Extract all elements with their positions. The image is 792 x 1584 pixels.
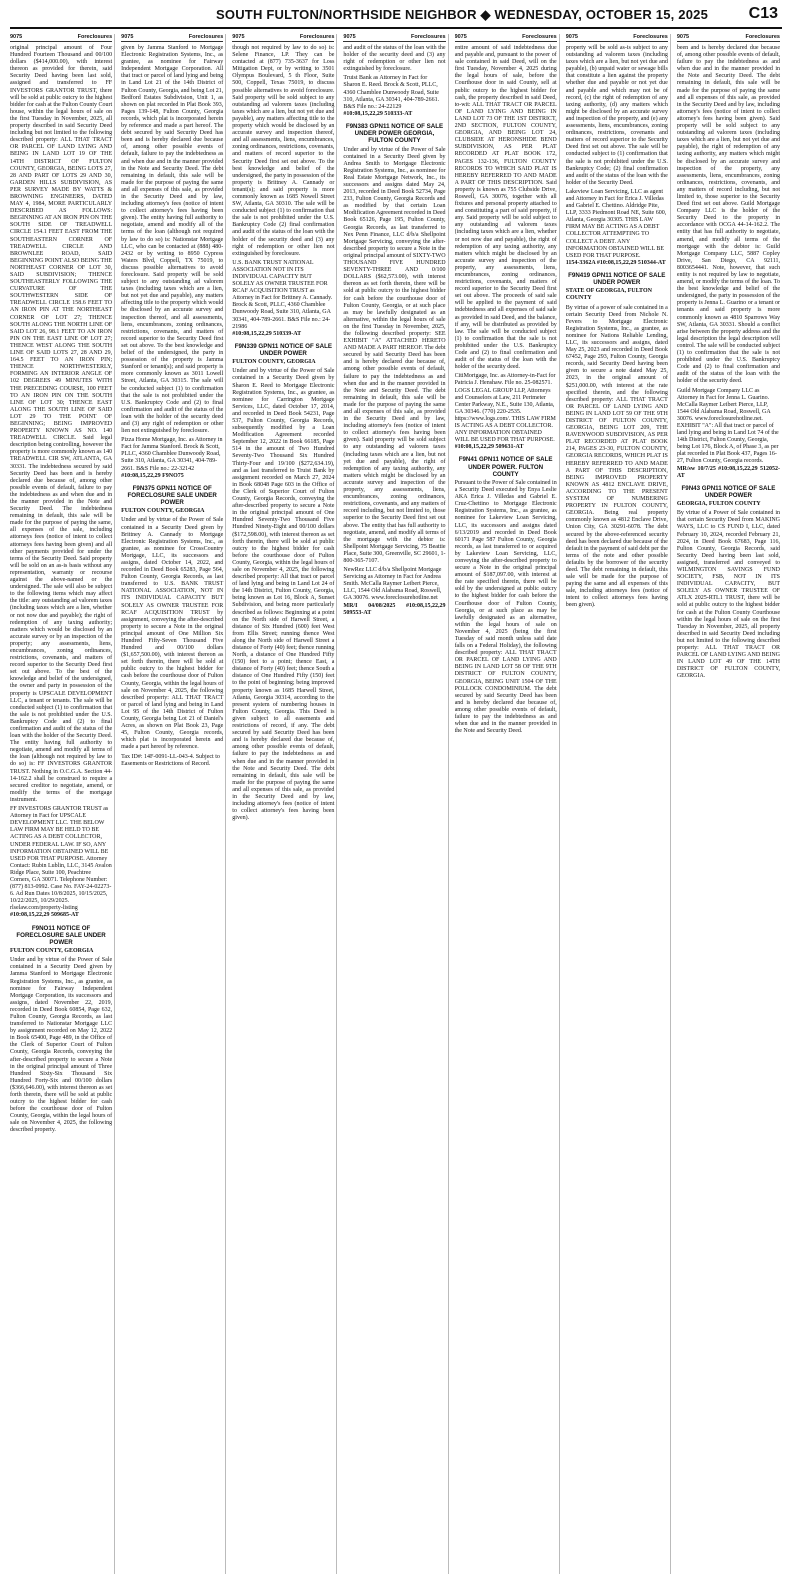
notice-body: By virtue of a power of sale contained in a certain Security Deed from Nichole N. Fevers to Mortgage Electronic Registration Systems, Inc., as grantee, as nominee for Nations Reliable Lending, LLC, its successors and assigns, dated May 25, 2023 and recorded in Deed Book 67452, Page 293, Fulton County, Georgia records, said Security Deed having been given to secure a note dated May 25, 2023, in the original amount of $251,000.00, with interest at the rate specified therein, and the following described property: ALL THAT TRACT OR PARCEL OF LAND LYING AND BEING IN LAND LOT 59 OF THE 9TH DISTRICT OF FULTON COUNTY, GEORGIA, BEING LOT 209, THE RAVENWOOD SUBDIVISION, AS PER PLAT RECORDED AT PLAT BOOK 214, PAGES 23-30, FULTON COUNTY, GEORGIA RECORDS, WHICH PLAT IS HEREBY REFERRED TO AND MADE A PART OF THIS DESCRIPTION, BEING IMPROVED PROPERTY KNOWN AS 4812 ENCLAVE DRIVE, ACCORDING TO THE PRESENT SYSTEM OF NUMBERING PROPERTY IN FULTON COUNTY, GEORGIA. Being real property commonly known as 4812 Enclave Drive, Union City, GA 30291-6078. The debt secured by the above-referenced security deed has been declared due because of the default in the payment of said debt per the terms of the note and other possible defaults by the borrower of the security deed. The debt remaining in default, this sale will be made for the purpose of paying the same and all expenses of this sale, including attorneys fees (notice of intent to collect attorneys fees having been given).	[565, 304, 668, 609]
notice-title: F9N339 GPN11 NOTICE OF SALE UNDER POWER	[234, 342, 332, 358]
foreclosure-notice	[566, 45, 668, 267]
category-label: Foreclosures	[745, 34, 780, 40]
category-label: Foreclosures	[77, 34, 113, 40]
category-code: 9075	[565, 34, 578, 40]
notice-body: By virtue of a Power of Sale contained in that certain Security Deed from MAKING WAYS, LLC to CS FUND I, LLC, dated February 10, 2024, recorded February 21, 2024, in Deed Book 67683, Page 116, Fulton County, Georgia Records, said Security Deed having been last sold, assigned, transferred and conveyed to WILMINGTON SAVINGS FUND SOCIETY, FSB, NOT IN ITS INDIVIDUAL CAPACITY, BUT SOLELY AS OWNER TRUSTEE OF ATLX 2025-RTL1 TRUST, there will be sold at public outcry to the highest bidder for cash at the Fulton County Courthouse within the legal hours of sale on the first Tuesday in November, 2025, all property described in said Security Deed including but not limited to the following described property: ALL THAT TRACT OR PARCEL OF LAND LYING AND BEING IN LAND LOT 49 OF THE 14TH DISTRICT OF FULTON COUNTY, GEORGIA.	[676, 510, 780, 680]
notice-county: GEORGIA, FULTON COUNTY	[676, 501, 761, 508]
notice-run-id: 1154-3362A #10:08,15,22,29 510344-AT	[565, 259, 666, 266]
category-code: 9075	[232, 34, 245, 40]
column-4	[343, 34, 448, 1574]
notice-run-id: #10:08,15,22,29 509631-AT	[454, 444, 524, 451]
notice-body: though not required by law to do so) is: Selene Finance, LP. They can be contacted at (877) 735-3637 for Loss Mitigation Dept, or by writing to 3501 Olympus Boulevard, 5 th Floor, Suite 500, Coppell, Texas 75019, to discuss possible alternatives to avoid foreclosure. Said property will be sold subject to any outstanding ad valorem taxes (including taxes which are a lien, but not yet due and payable), any matters affecting title to the property which would be disclosed by an accurate survey and inspection thereof, and all assessments, liens, encumbrances, zoning ordinances, restrictions, covenants, and matters of record superior to the Security Deed first set out above. To the best knowledge and belief of the undersigned, the party in possession of the property is Brittney A. Cannady or tenant(s); and said property is more commonly known as 1685 Nowell Street SW, Atlanta, GA 30310. The sale will be conducted subject (1) to confirmation that the sale is not prohibited under the U.S. Bankruptcy Code (2) final confirmation and audit of the status of the loan with the holder of the security deed and (3) any right of redemption or other lien not extinguished by foreclosure.	[232, 45, 335, 257]
category-code: 9075	[343, 34, 356, 40]
notice-body: Under and by virtue of the Power of Sale contained in a Security Deed given by Andrea Smith to Mortgage Electronic Registration Systems, Inc., as nominee for Real Estate Mortgage Network, Inc., its successors and assigns dated May 24, 2013, recorded in Deed Book 52734, Page 233, Fulton County, Georgia Records and as modified by that certain Loan Modification Agreement recorded in Deed Book 65126, Page 195, Fulton County, Georgia Records, as last transferred to Nex Penn Finance, LLC d/b/a Shellpoint Mortgage Servicing, conveying the after-described property to secure a Note in the original principal amount of SIXTY-TWO THOUSAND FIVE HUNDRED SEVENTY-THREE AND 0/100 DOLLARS ($62,573.00), with interest thereon as set forth therein, there will be sold at public outcry to the highest bidder for cash before the courthouse door of Fulton County, Georgia, or at such place as may be lawfully designated as an alternative, within the legal hours of sale on the first Tuesday in November, 2025, the following described property: SEE EXHIBIT "A" ATTACHED HERETO AND MADE A PART HEREOF. The debt secured by said Security Deed has been and is hereby declared due because of, among other possible events of default, failure to pay the indebtedness as and when due and in the manner provided in the Note and Security Deed. The debt remaining in default, this sale will be made for the purpose of paying the same and all expenses of this sale, as provided in the Security Deed and by law, including attorney's fees (notice of intent to collect attorney's fees having been given). Said property will be sold subject to any outstanding ad valorem taxes (including taxes which are a lien, but not yet due and payable), the right of redemption of any taxing authority, any matters which might be disclosed by an accurate survey and inspection of the property, any assessments, liens, encumbrances, zoning ordinances, restrictions, covenants, and any matters of record including, but not limited to, those superior to the Security Deed first set out above. The entity that has full authority to negotiate, amend, and modify all terms of the mortgage with the debtor is: Shellpoint Mortgage Servicing, 75 Beattie Place, Suite 300, Greenville, SC 29601, 1-800-365-7107.	[343, 146, 446, 564]
column-heading	[232, 34, 334, 42]
notice-signature: Tax ID#: 14F-0091-LL-043-4. Subject to Easements or Restrictions of Record.	[121, 753, 220, 767]
column-5	[455, 34, 560, 1574]
notice-county: STATE OF GEORGIA, FULTON COUNTY	[565, 288, 652, 302]
foreclosure-notice	[343, 45, 445, 118]
header-rule	[10, 27, 782, 29]
notice-title: F9N383 GPN11 NOTICE OF SALE UNDER POWER GEORGIA, FULTON COUNTY	[345, 122, 444, 145]
notice-title: F9N375 GPN11 NOTICE OF FORECLOSURE SALE UNDER POWER	[127, 484, 217, 507]
notice-title: F9N41 GPN11 NOTICE OF SALE UNDER POWER. FULTON COUNTY	[458, 456, 553, 478]
category-label: Foreclosures	[522, 34, 557, 40]
column-7	[677, 34, 782, 1574]
notice-body: property will be sold as-is subject to any outstanding ad valorem taxes (including taxes which are a lien, but not yet due and payable), (b) unpaid water or sewage bills that constitute a lien against the property whether due and payable or not yet due and payable and which may not be of record, (c) the right of redemption of any taxing authority, (d) any matters which might be disclosed by an accurate survey and inspection of the property, and (e) any assessments, liens, encumbrances, zoning ordinances, restrictions, covenants and matters of record superior to the Security Deed first set out above. The sale will be conducted subject to (1) confirmation that the sale is not prohibited under the U.S. Bankruptcy Code; (2) final confirmation and audit of the status of the loan with the holder of the Security Deed.	[565, 45, 668, 186]
notice-signature: Lakeview Loan Servicing, LLC as agent and Attorney in Fact for Erica J. Villedas and Gabriel E. Chettino. Aldridge Pite, LLP, 3333 Piedmont Road NE, Suite 600, Atlanta, Georgia 30305. THIS LAW FIRM MAY BE ACTING AS A DEBT COLLECTOR ATTEMPTING TO COLLECT A DEBT. ANY INFORMATION OBTAINED WILL BE USED FOR THAT PURPOSE.	[565, 188, 667, 259]
column-heading	[455, 34, 557, 42]
column-1	[10, 34, 115, 1574]
notice-body: entire amount of said indebtedness due and payable and, pursuant to the power of sale contained in said Deed, will on the first Tuesday, November 4, 2025 during the legal hours of sale, before the Courthouse door in said County, sell at public outcry to the highest bidder for cash, the property described in said Deed, to-wit: ALL THAT TRACT OR PARCEL OF LAND LYING AND BEING IN LAND LOT 73 OF THE 1ST DISTRICT, 2ND SECTION, FULTON COUNTY, GEORGIA, AND BEING LOT 24, CLUBSIDE AT HERONSHIDE BEND SUBDIVISION, AS PER PLAT RECORDED AT PLAT BOOK 172, PAGES 132-136, FULTON COUNTY RECORDS TO WHICH SAID PLAT IS HEREBY REFERRED TO AND MADE A PART OF THIS DESCRIPTION. Said property is known as 755 Clubside Drive, Roswell, GA 30076, together with all fixtures and personal property attached to and constituting a part of said property, if any. Said property will be sold subject to any outstanding ad valorem taxes (including taxes which are a lien, whether or not now due and payable), the right of redemption of any taxing authority, any matters which might be disclosed by an accurate survey and inspection of the property, any assessments, liens, encumbrances, zoning ordinances, restrictions, covenants, and matters of record superior to the Security Deed first set out above. The proceeds of said sale will be applied to the payment of said indebtedness and all expenses of said sale as provided in said Deed, and the balance, if any, will be distributed as provided by law. The sale will be conducted subject (1) to confirmation that the sale is not prohibited under the U.S. Bankruptcy Code and (2) to final confirmation and audit of the status of the loan with the holder of the security deed.	[454, 45, 557, 371]
notice-body: original principal amount of Four Hundred Fourteen Thousand and 00/100 dollars ($414,000.00), with interest thereon as provided for therein, said Security Deed having been last sold, assigned and transferred to FF INVESTORS GRANTOR TRUST, there will be sold at public outcry to the highest bidder for cash at the Fulton County Court house, within the legal hours of sale on the first Tuesday in November, 2025, all property described in said Security Deed including but not limited to the following described property: ALL THAT TRACT OR PARCEL OF LAND LYING AND BEING IN LAND LOT 19 OF THE 14TH DISTRICT OF FULTON COUNTY, GEORGIA, BEING LOTS 27, 28 AND PART OF LOTS 29 AND 30, GARDEN HILLS SUBDIVISION, AS PER SURVEY MADE BY WATTS & BROWNING ENGINEERS, DATED MAY 4, 1984, MORE PARTICULARLY DESCRIBED AS FOLLOWS: BEGINNING AT AN IRON PIN ON THE SOUTH SIDE OF TREADWELL CIRCLE 154.1 FEET EAST FROM THE SOUTHEASTERN CORNER OF TREADWELL CIRCLE AND BROWNLEE ROAD, SAID BEGINNING POINT ALSO BEING THE NORTHEAST CORNER OF LOT 30, SAID SUBDIVISION; THENCE SOUTHEASTERLY FOLLOWING THE CURVATURE OF THE SOUTHWESTERN SIDE OF TREADWELL CIRCLE 158.6 FEET TO AN IRON PIN AT THE NORTHEAST CORNER OF LOT 27; THENCE SOUTH ALONG THE NORTH LINE OF SAID LOT 26, 98.1 FEET TO AN IRON PIN ON THE EAST LINE OF LOT 27; THENCE WEST ALONG THE SOUTH LINE OF SAID LOTS 27, 28 AND 29, 164.5 FEET TO AN IRON PIN; THENCE NORTHWESTERLY, FORMING AN INTERIOR ANGLE OF 102 DEGREES 49 MINUTES WITH THE PRECEDING COURSE, 100 FEET TO AN IRON PIN ON THE SOUTH LINE OF LOT 30; THENCE EAST ALONG THE SOUTH LINE OF SAID LOT 29 TO THE POINT OF BEGINNING; BEING IMPROVED PROPERTY KNOWN AS NO. 140 TREADWELL CIRCLE. Said legal description being controlling, however the property is more commonly known as 140 TREADWELL CIR SW, ATLANTA, GA 30331. The indebtedness secured by said Security Deed has been and is hereby declared due because of, among other possible events of default, failure to pay the indebtedness as and when due and in the manner provided in the Note and Security Deed. The indebtedness remaining in default, this sale will be made for the purpose of paying the same, all expenses of the sale, including attorneys fees (notice of intent to collect attorneys fees having been given) and all other payments provided for under the terms of the Security Deed. Said property will be sold on an as-is basis without any representation, warranty or recourse against the above-named or the undersigned. The sale will also be subject to the following items which may affect the title: any outstanding ad valorem taxes (including taxes which are a lien, whether or not now due and payable); the right of redemption of any taxing authority; matters which would be disclosed by an accurate survey or by an inspection of the property; any assessments, liens, encumbrances, zoning ordinances, restrictions, covenants, and matters of record superior to the Security Deed first set out above. To the best of the knowledge and belief of the undersigned, the owner and party in possession of the property is UPSCALE DEVELOPMENT LLC, a tenant or tenants. The sale will be conducted subject (1) to confirmation that the sale is not prohibited under the U.S. Bankruptcy Code and (2) to final confirmation and audit of the status of the loan with the holder of the Security Deed. The entity having full authority to negotiate, amend and modify all terms of the loan (although not required by law to do so) is: FF INVESTORS GRANTOR TRUST. Nothing in O.C.G.A. Section 44-14-162.2 shall be construed to require a secured creditor to negotiate, amend, or modify the terms of the mortgage instrument.	[10, 45, 113, 803]
foreclosure-notice	[677, 45, 780, 480]
notice-run-id: #10:08,15,22,29 509685-AT	[10, 912, 79, 919]
notice-signature: Truist Bank as Attorney in Fact for Sharon E. Reed. Brock & Scott, PLLC, 4360 Chamblee Dunwoody Road, Suite 310, Atlanta, GA 30341, 404-789-2661. B&S File no.: 24-22129	[343, 75, 440, 110]
notice-body: given by Jamma Stanford to Mortgage Electronic Registration Systems, Inc., as grantee, as nominee for Fairway Independent Mortgage Corporation. All that tract or parcel of land lying and being in Land Lot 21 of the 14th District of Fulton County, Georgia, and being Lot 21, Bedford Estates Subdivision, Unit 1, as shown on plat recorded in Plat Book 393, Pages 139-148, Fulton County, Georgia records, which plat is incorporated herein by reference and made a part hereof. The debt secured by said Security Deed has been and is hereby declared due because of, among other possible events of default, failure to pay the indebtedness as and when due and in the manner provided in the Note and Security Deed. The debt remaining in default, this sale will be made for the purpose of paying the same and all expenses of this sale, as provided in the Security Deed and by law, including attorney's fees (notice of intent to collect attorney's fees having been given). The entity having full authority to negotiate, amend and modify all of the terms of the loan (although not required by law to do so) is: Nationstar Mortgage LLC, who can be contacted at (888) 480-2432 or by writing to 8950 Cypress Waters Blvd, Coppell, TX 75019, to discuss possible alternatives to avoid foreclosure. Said property will be sold subject to any outstanding ad valorem taxes (including taxes which are a lien, but not yet due and payable), any matters affecting title to the property which would be disclosed by an accurate survey and inspection thereof, and all assessments, liens, encumbrances, zoning ordinances, restrictions, covenants, and matters of record superior to the Security Deed first set out above. To the best knowledge and belief of the undersigned, the party in possession of the property is Jamma Stanford or tenant(s); and said property is more commonly known as 3011 Lowell Street, Atlanta, GA 30315. The sale will be conducted subject (1) to confirmation that the sale is not prohibited under the U.S. Bankruptcy Code and (2) to final confirmation and audit of the status of the loan with the holder of the security deed and (3) any right of redemption or other lien not extinguished by foreclosure.	[121, 45, 224, 435]
foreclosure-notice	[566, 272, 668, 610]
notice-signature: U.S. BANK TRUST NATIONAL ASSOCIATION NOT IN ITS INDIVIDUAL CAPACITY BUT SOLELY AS OWNER TRUSTEE FOR RCAF ACQUISITION TRUST as Attorney in Fact for Brittney A. Cannady. Brock & Scott, PLLC, 4360 Chamblee Dunwoody Road, Suite 310, Atlanta, GA 30341, 404-789-2661. B&S File no.: 24-21986	[232, 259, 333, 330]
page-number: C13	[748, 5, 778, 22]
column-heading	[10, 34, 112, 42]
notice-body: Pursuant to the Power of Sale contained in a Security Deed executed by Enya Leslie AKA Erica J. Villedas and Gabriel E. Cruz-Chettino to Mortgage Electronic Registration Systems, Inc., as grantee, as nominee for Lakeview Loan Servicing, LLC, its successors and assigns dated 6/13/2019 and recorded in Deed Book 60171 Page 587 Fulton County, Georgia records, as last transferred to or acquired by Lakeview Loan Servicing, LLC, conveying the after-described property to secure a Note in the original principal amount of $187,097.00, with interest at the rate specified therein, there will be sold by the undersigned at public outcry to the highest bidder for cash before the Courthouse door of Fulton County, Georgia, or at such place as may be lawfully designated as an alternative, within the legal hours of sale on November 4, 2025 (being the first Tuesday of said month unless said date falls on a Federal Holiday), the following described property: ALL THAT TRACT OR PARCEL OF LAND LYING AND BEING IN LAND LOT 58 OF THE 9TH DISTRICT OF FULTON COUNTY, GEORGIA, BEING UNIT 1504 OF THE POLLOCK CONDOMINIUM. The debt secured by said Security Deed has been and is hereby declared due because of, among other possible events of default, failure to pay the indebtedness as and when due and in the manner provided in the Note and Security Deed.	[454, 479, 557, 735]
notice-county: FULTON COUNTY, GEORGIA	[10, 948, 94, 955]
foreclosure-notice	[232, 343, 334, 823]
column-heading	[343, 34, 445, 42]
foreclosure-notice	[10, 925, 112, 1135]
notice-body: Under and by virtue of the Power of Sale contained in a Security Deed given by Brittney A. Cannady to Mortgage Electronic Registration Systems, Inc., as grantee, as nominee for CrossCountry Mortgage, LLC, its successors and assigns, dated October 14, 2022, and recorded in Deed Book 65283, Page 564, Fulton County, Georgia Records, as last transferred to U.S. BANK TRUST NATIONAL ASSOCIATION, NOT IN ITS INDIVIDUAL CAPACITY BUT SOLELY AS OWNER TRUSTEE FOR RCAF ACQUISITION TRUST by assignment, conveying the after-described property to secure a Note in the original principal amount of One Million Six Hundred Fifty-Seven Thousand Five Hundred and 00/100 dollars ($1,657,500.00), with interest thereon as set forth therein, there will be sold at public outcry to the highest bidder for cash before the courthouse door of Fulton County, Georgia, within the legal hours of sale on November 4, 2025, the following described property: ALL THAT TRACT or parcel of land lying and being in Land Lot 95 of the 14th District of Fulton County, Georgia being Lot 21 of Daniel's Acres, as shown on Plat Book 23, Page 45, Fulton County, Georgia records, which plat is incorporated herein and made a part hereof by reference.	[121, 517, 224, 751]
foreclosure-notice	[455, 456, 557, 735]
notice-signature: NewRez LLC d/b/a Shellpoint Mortgage Servicing as Attorney in Fact for Andrea Smith. McCalla Raymer Leibert Pierce, LLC, 1544 Old Alabama Road, Roswell, GA 30076. www.foreclosurehotline.net	[343, 567, 442, 602]
classified-columns	[10, 34, 782, 1574]
notice-signature: CitiMortgage, Inc. as Attorney-in-Fact for Patricia J. Henshaw. File no. 25-082571. LOGS LEGAL GROUP LLP, Attorneys and Counselors at Law, 211 Perimeter Center Parkway, N.E., Suite 130, Atlanta, GA 30346. (770) 220-2535. https://www.logs.com/. THIS LAW FIRM IS ACTING AS A DEBT COLLECTOR. ANY INFORMATION OBTAINED WILL BE USED FOR THAT PURPOSE.	[454, 373, 556, 444]
notice-title: F9N43 GPN11 NOTICE OF SALE UNDER POWER	[681, 484, 776, 499]
foreclosure-notice	[121, 485, 223, 768]
notice-run-id: #10:08,15,22,29 510333-AT	[343, 110, 413, 117]
notice-title: F9NO11 NOTICE OF FORECLOSURE SALE UNDER POWER	[16, 924, 106, 946]
notice-signature: FF INVESTORS GRANTOR TRUST as Attorney in Fact for UPSCALE DEVELOPMENT LLC. THE BELOW LAW FIRM MAY BE HELD TO BE ACTING AS A DEBT COLLECTOR, UNDER FEDERAL LAW. IF SO, ANY INFORMATION OBTAINED WILL BE USED FOR THAT PURPOSE. Attorney Contact: Rubin Lublin, LLC, 3145 Avalon Ridge Place, Suite 100, Peachtree Corners, GA 30071. Telephone Number: (877) 813-0992. Case No. FAY-24-02273-6. Ad Run Dates 10/8/2025, 10/15/2025, 10/22/2025, 10/29/2025. rlselaw.com/property-listing	[10, 806, 112, 912]
category-label: Foreclosures	[188, 34, 224, 40]
notice-run-id: #10:08,15,22,29 510339-AT	[232, 330, 302, 337]
category-code: 9075	[121, 34, 134, 40]
page-header	[0, 0, 792, 28]
category-code: 9075	[454, 34, 467, 40]
notice-title: F9N419 GPN11 NOTICE OF SALE UNDER POWER	[568, 271, 666, 287]
header-title: SOUTH FULTON/NORTHSIDE NEIGHBOR ◆ WEDNESDAY, OCTOBER 15, 2025	[216, 7, 708, 22]
foreclosure-notice	[455, 45, 557, 451]
category-label: Foreclosures	[299, 34, 335, 40]
category-code: 9075	[676, 34, 690, 40]
foreclosure-notice	[121, 45, 223, 480]
notice-signature: Guild Mortgage Company LLC as Attorney in Fact for Jenna L. Guarino. McCalla Raymer Leibert Pierce, LLP, 1544 Old Alabama Road, Roswell, GA 30076. www.foreclosurehotline.net. EXHIBIT "A": All that tract or parcel of land lying and being in Land Lot 74 of the 14th District, Fulton County, Georgia, being Lot 176, Block A, of Phase 3, as per plat recorded in Plat Book 437, Pages 16-27, Fulton County, Georgia records.	[676, 387, 779, 465]
notice-county: FULTON COUNTY, GEORGIA	[232, 359, 316, 366]
notice-signature: Pizza Home Mortgage, Inc. as Attorney in Fact for Jamma Stanford. Brock & Scott, PLLC, 4360 Chamblee Dunwoody Road, Suite 310, Atlanta, GA 30341, 404-789-2661. B&S File no.: 22-32142	[121, 437, 223, 472]
notice-county: FULTON COUNTY, GEORGIA	[121, 508, 205, 515]
notice-body: Under and by virtue of the Power of Sale contained in a Security Deed given by Sharon E. Reed to Mortgage Electronic Registration Systems, Inc., as grantee, as nominee for Carrington Mortgage Services, LLC, dated October 17, 2014, and recorded in Deed Book 54231, Page 537, Fulton County, Georgia Records, subsequently modified by a Loan Modification Agreement recorded September 12, 2022 in Book 66185, Page 514 in the amount of Two Hundred Seventy-Two Thousand Six Hundred Thirty-Four and 19/100 ($272,634.19), and as last transferred to Truist Bank by assignment recorded on March 27, 2024 in Book 68048 Page 603 in the Office of the Clerk of Superior Court of Fulton County, Georgia Records, conveying the after-described property to secure a Note in the original principal amount of One Hundred Seventy-Two Thousand Five Hundred Ninety-Eight and 00/100 dollars ($172,598.00), with interest thereon as set forth therein, there will be sold at public outcry to the highest bidder for cash before the courthouse door of Fulton County, Georgia, within the legal hours of sale on November 4, 2025, the following described property: All that tract or parcel of land lying and being in Land Lot 24 of the 14th District, Fulton County, Georgia, being known as Lot 16, Block A, Sunset Subdivision, and being more particularly described as follows: Beginning at a point on the North side of Harwell Street, a distance of Six Hundred (600) feet West from Ellis Street; running thence West along the North side of Harwell Street a distance of Forty (40) feet; thence running North, a distance of One Hundred Fifty (150) feet to a point; thence East, a distance of Forty (40) feet; thence South a distance of One Hundred Fifty (150) feet to the point of beginning; being improved property known as 1685 Harwell Street, Atlanta, Georgia 30314, according to the present system of numbering houses in Fulton County, Georgia. This Deed is given subject to all easements and restrictions of record, if any. The debt secured by said Security Deed has been and is hereby declared due because of, among other possible events of default, failure to pay the indebtedness as and when due and in the manner provided in the Note and Security Deed. The debt remaining in default, this sale will be made for the purpose of paying the same and all expenses of this sale, as provided in the Security Deed and by law, including attorney's fees (notice of intent to collect attorney's fees having been given).	[232, 368, 335, 822]
foreclosure-notice	[677, 485, 780, 681]
notice-body: and audit of the status of the loan with the holder of the security deed and (3) any right of redemption or other lien not extinguished by foreclosure.	[343, 45, 446, 73]
column-heading	[677, 34, 780, 42]
notice-run-id: #10:08,15,22,29 F9NO75	[121, 472, 184, 479]
notice-run-id: MR/I 04/08/2025 #10:08,15,22,29 509553-AT	[343, 602, 446, 616]
foreclosure-notice	[232, 45, 334, 338]
notice-run-id: MR/sw 10/7/25 #10:08,15,22,29 512052-AT	[676, 465, 780, 479]
category-label: Foreclosures	[633, 34, 668, 40]
category-code: 9075	[10, 34, 23, 40]
column-3	[232, 34, 337, 1574]
foreclosure-notice	[343, 123, 445, 617]
column-heading	[121, 34, 223, 42]
column-2	[121, 34, 226, 1574]
foreclosure-notice	[10, 45, 112, 920]
category-label: Foreclosures	[411, 34, 446, 40]
column-6	[566, 34, 671, 1574]
column-heading	[566, 34, 668, 42]
notice-body: been and is hereby declared due because of, among other possible events of default, failure to pay the indebtedness as and when due and in the manner provided in the Note and Security Deed. The debt remaining in default, this sale will be made for the purpose of paying the same and all expenses of this sale, as provided in the Security Deed and by law, including attorney's fees (notice of intent to collect attorney's fees having been given). Said property will be sold subject to any outstanding ad valorem taxes (including taxes which are a lien, but not yet due and payable), the right of redemption of any taxing authority, any matters which might be disclosed by an accurate survey and inspection of the property, any assessments, liens, encumbrances, zoning ordinances, restrictions, covenants, and any matters of record including, but not limited to, those superior to the Security Deed first set out above. Guild Mortgage Company LLC is the holder of the Security Deed to the property in accordance with OCGA 44-14-162.2. The entity that has full authority to negotiate, amend, and modify all terms of the mortgage with the debtor is: Guild Mortgage Company LLC, 5887 Copley Drive, San Diego, CA 92111, 8003654441. Note, however, that such entity is not required by law to negotiate, amend, or modify the terms of the loan. To the best knowledge and belief of the undersigned, the party in possession of the property is Jenna L. Guarino or a tenant or tenants and said property is more commonly known as 4810 Sparrows Way SW, Atlanta, GA 30331. Should a conflict arise between the property address and the legal description the legal description will control. The sale will be conducted subject (1) to confirmation that the sale is not prohibited under the U.S. Bankruptcy Code and (2) to final confirmation and audit of the status of the loan with the holder of the security deed.	[676, 45, 780, 385]
notice-body: Under and by virtue of the Power of Sale contained in a Security Deed given by Jamma Stanford to Mortgage Electronic Registration Systems, Inc., as grantee, as nominee for Fairway Independent Mortgage Corporation, its successors and assigns, dated November 22, 2019, recorded in Deed Book 60854, Page 632, Fulton County, Georgia Records, as last transferred to Nationstar Mortgage LLC by assignment recorded on May 12, 2022 in Book 65400, Page 489, in the Office of the Clerk of Superior Court of Fulton County, Georgia Records, conveying the after-described property to secure a Note in the original principal amount of Three Hundred Sixty-Six Thousand Six Hundred Forty-Six and 00/100 dollars ($366,646.00), with interest thereon as set forth therein, there will be sold at public outcry to the highest bidder for cash before the courthouse door of Fulton County, Georgia, within the legal hours of sale on November 4, 2025, the following described property.	[10, 957, 113, 1134]
